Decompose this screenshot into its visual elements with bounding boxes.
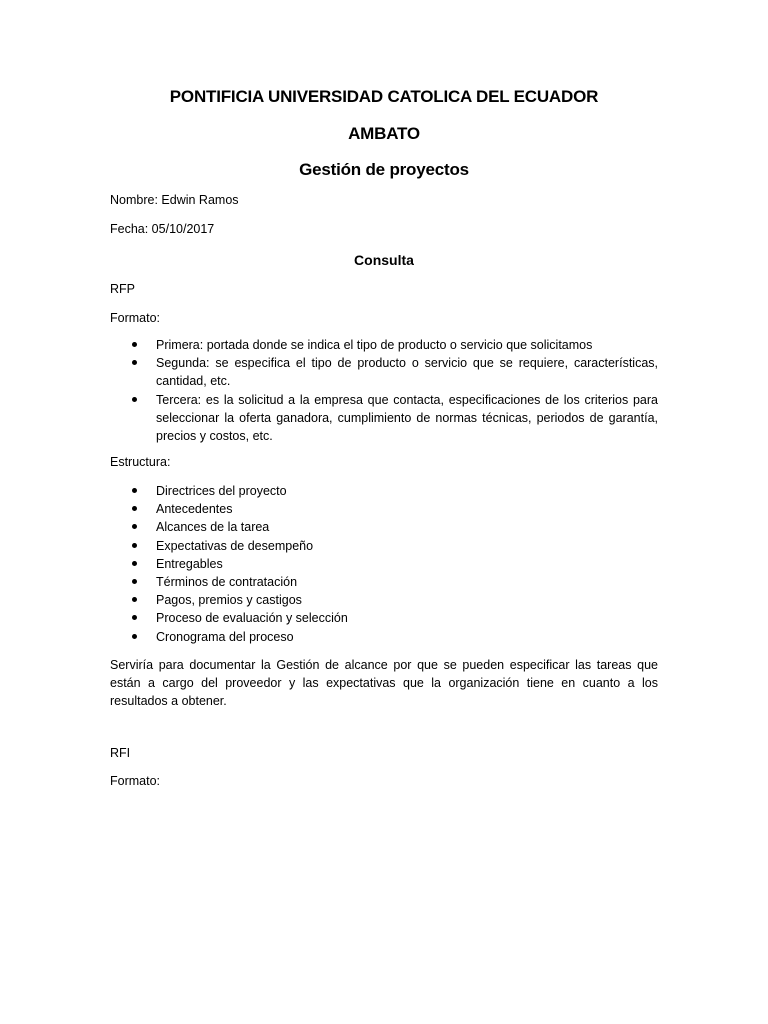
bullet-icon	[132, 360, 137, 365]
rfp-structure-list	[110, 482, 658, 646]
bullet-icon	[132, 342, 137, 347]
university-title: PONTIFICIA UNIVERSIDAD CATOLICA DEL ECUADOR	[169, 87, 599, 106]
course-title: Gestión de proyectos	[299, 160, 469, 179]
bullet-icon	[132, 543, 137, 548]
rfi-format-label: Formato:	[110, 774, 161, 788]
bullet-icon	[132, 597, 137, 602]
list-item: Pagos, premios y castigos	[110, 591, 658, 609]
bullet-icon	[132, 615, 137, 620]
bullet-icon	[132, 506, 137, 511]
bullet-icon	[132, 634, 137, 639]
rfp-structure-label: Estructura:	[110, 455, 171, 469]
list-item: Directrices del proyecto	[110, 482, 658, 500]
document-date: Fecha: 05/10/2017	[110, 222, 215, 236]
list-item: Tercera: es la solicitud a la empresa que contacta, especificaciones de los criterios para seleccionar la oferta ganadora, cumplimiento de normas técnicas, periodos de garantía, precios y costos, etc.	[110, 391, 658, 446]
rfp-heading: RFP	[110, 282, 135, 296]
rfp-format-label: Formato:	[110, 311, 161, 325]
bullet-icon	[132, 397, 137, 402]
rfp-format-list	[110, 336, 658, 445]
bullet-icon	[132, 524, 137, 529]
list-item: Cronograma del proceso	[110, 628, 658, 646]
list-item: Expectativas de desempeño	[110, 537, 658, 555]
bullet-icon	[132, 579, 137, 584]
rfi-heading: RFI	[110, 746, 131, 760]
list-item: Entregables	[110, 555, 658, 573]
rfp-summary: Serviría para documentar la Gestión de alcance por que se pueden especificar las tareas que están a cargo del proveedor y las expectativas que la organización tiene en cuanto a los resultados a obtener.	[110, 658, 658, 708]
section-title: Consulta	[354, 252, 414, 268]
campus-title: AMBATO	[348, 124, 420, 143]
list-item: Términos de contratación	[110, 573, 658, 591]
list-item: Alcances de la tarea	[110, 518, 658, 536]
bullet-icon	[132, 561, 137, 566]
bullet-icon	[132, 488, 137, 493]
list-item: Primera: portada donde se indica el tipo de producto o servicio que solicitamos	[110, 336, 658, 354]
list-item: Proceso de evaluación y selección	[110, 609, 658, 627]
student-name: Nombre: Edwin Ramos	[110, 193, 239, 207]
list-item: Segunda: se especifica el tipo de producto o servicio que se requiere, características, cantidad, etc.	[110, 354, 658, 390]
list-item: Antecedentes	[110, 500, 658, 518]
